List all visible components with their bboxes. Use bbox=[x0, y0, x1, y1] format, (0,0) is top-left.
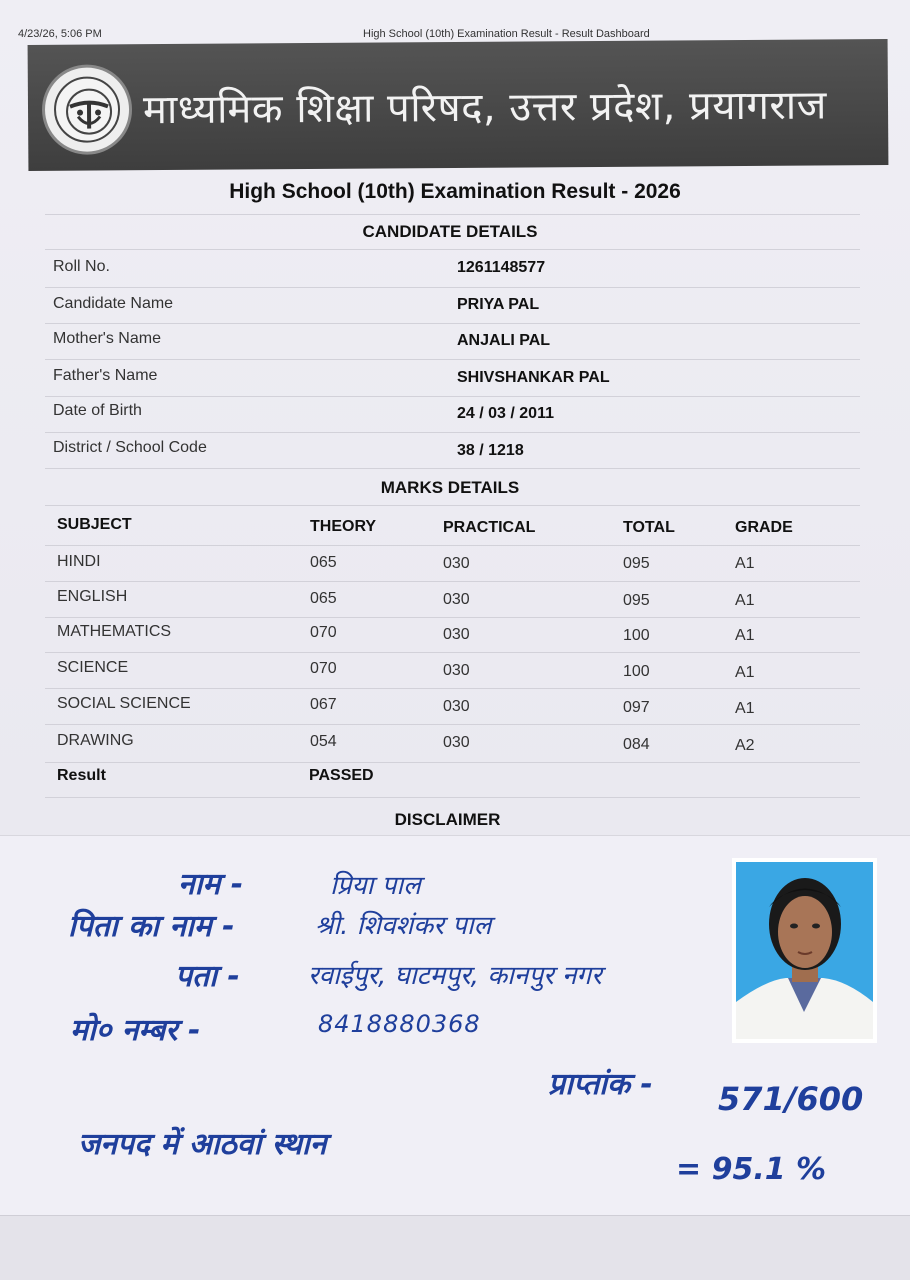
divider bbox=[45, 652, 860, 653]
hw-address-value: रवाईपुर, घाटमपुर, कानपुर नगर bbox=[308, 961, 602, 991]
board-title: माध्यमिक शिक्षा परिषद, उत्तर प्रदेश, प्रयागराज bbox=[142, 82, 827, 134]
candidate-name-label: Candidate Name bbox=[53, 295, 174, 312]
result-status: PASSED bbox=[309, 767, 374, 784]
column-header-subject: SUBJECT bbox=[57, 516, 132, 533]
theory-cell: 070 bbox=[310, 660, 337, 677]
subject-cell: DRAWING bbox=[57, 732, 134, 749]
divider bbox=[45, 688, 860, 689]
grade-cell: A1 bbox=[735, 592, 755, 609]
practical-cell: 030 bbox=[443, 662, 470, 679]
practical-cell: 030 bbox=[443, 698, 470, 715]
grade-cell: A1 bbox=[735, 664, 755, 681]
theory-cell: 065 bbox=[310, 590, 337, 607]
result-title: High School (10th) Examination Result - 2026 bbox=[229, 180, 681, 203]
print-date: 4/23/26, 5:06 PM bbox=[18, 28, 102, 40]
grade-cell: A1 bbox=[735, 700, 755, 717]
print-document-title: High School (10th) Examination Result - Result Dashboard bbox=[363, 28, 650, 40]
column-header-grade: GRADE bbox=[735, 519, 793, 536]
hw-marks-label: प्राप्तांक - bbox=[548, 1067, 653, 1102]
candidate-details-heading: CANDIDATE DETAILS bbox=[362, 222, 538, 241]
father-name-label: Father's Name bbox=[53, 367, 158, 384]
practical-cell: 030 bbox=[443, 555, 470, 572]
grade-cell: A1 bbox=[735, 555, 755, 572]
mother-name-label: Mother's Name bbox=[53, 330, 161, 347]
divider bbox=[45, 581, 860, 582]
divider bbox=[45, 287, 860, 288]
hw-district-rank: जनपद में आठवां स्थान bbox=[78, 1127, 327, 1162]
subject-cell: HINDI bbox=[57, 553, 101, 570]
divider bbox=[45, 797, 860, 798]
divider bbox=[45, 468, 860, 469]
divider bbox=[45, 432, 860, 433]
divider bbox=[45, 323, 860, 324]
hw-address-label: पता - bbox=[175, 959, 240, 994]
district-school-code-value: 38 / 1218 bbox=[457, 442, 524, 459]
subject-cell: ENGLISH bbox=[57, 588, 128, 605]
total-cell: 100 bbox=[623, 663, 650, 680]
practical-cell: 030 bbox=[443, 626, 470, 643]
district-school-code-label: District / School Code bbox=[53, 439, 207, 456]
total-cell: 095 bbox=[623, 555, 650, 572]
candidate-photo bbox=[732, 858, 877, 1043]
total-cell: 095 bbox=[623, 592, 650, 609]
column-header-theory: THEORY bbox=[310, 518, 377, 535]
divider bbox=[45, 505, 860, 506]
grade-cell: A2 bbox=[735, 737, 755, 754]
hw-mobile-value: 8418880368 bbox=[318, 1010, 481, 1038]
hw-name-value: प्रिया पाल bbox=[330, 871, 421, 901]
divider bbox=[45, 545, 860, 546]
hw-name-label: नाम - bbox=[178, 867, 244, 902]
disclaimer-heading: DISCLAIMER bbox=[394, 810, 501, 829]
father-name-value: SHIVSHANKAR PAL bbox=[457, 369, 610, 386]
board-seal-logo bbox=[42, 64, 133, 155]
divider bbox=[45, 724, 860, 725]
dob-value: 24 / 03 / 2011 bbox=[457, 405, 554, 422]
theory-cell: 070 bbox=[310, 624, 337, 641]
divider bbox=[45, 762, 860, 763]
roll-no-label: Roll No. bbox=[53, 258, 110, 275]
subject-cell: SOCIAL SCIENCE bbox=[57, 695, 191, 712]
theory-cell: 065 bbox=[310, 554, 337, 571]
dob-label: Date of Birth bbox=[53, 402, 142, 419]
total-cell: 097 bbox=[623, 699, 650, 716]
column-header-practical: PRACTICAL bbox=[443, 519, 536, 536]
theory-cell: 054 bbox=[310, 733, 337, 750]
mother-name-value: ANJALI PAL bbox=[457, 332, 551, 349]
total-cell: 100 bbox=[623, 627, 650, 644]
theory-cell: 067 bbox=[310, 696, 337, 713]
bottom-strip bbox=[0, 1215, 910, 1280]
grade-cell: A1 bbox=[735, 627, 755, 644]
divider bbox=[45, 359, 860, 360]
subject-cell: SCIENCE bbox=[57, 659, 129, 676]
marks-details-heading: MARKS DETAILS bbox=[380, 478, 520, 497]
total-cell: 084 bbox=[623, 736, 650, 753]
result-label: Result bbox=[57, 767, 106, 784]
candidate-name-value: PRIYA PAL bbox=[457, 296, 540, 313]
hw-percentage: = 95.1 % bbox=[676, 1152, 827, 1187]
hw-marks-value: 571/600 bbox=[718, 1080, 864, 1118]
divider bbox=[45, 617, 860, 618]
board-banner bbox=[28, 39, 889, 171]
divider bbox=[45, 249, 860, 250]
practical-cell: 030 bbox=[443, 734, 470, 751]
hw-father-label: पिता का नाम - bbox=[68, 909, 235, 944]
roll-no-value: 1261148577 bbox=[457, 259, 546, 276]
divider bbox=[45, 396, 860, 397]
subject-cell: MATHEMATICS bbox=[57, 623, 172, 640]
practical-cell: 030 bbox=[443, 591, 470, 608]
divider bbox=[45, 214, 860, 215]
column-header-total: TOTAL bbox=[623, 519, 675, 536]
hw-father-value: श्री. शिवशंकर पाल bbox=[315, 911, 492, 941]
hw-mobile-label: मो० नम्बर - bbox=[70, 1013, 201, 1048]
